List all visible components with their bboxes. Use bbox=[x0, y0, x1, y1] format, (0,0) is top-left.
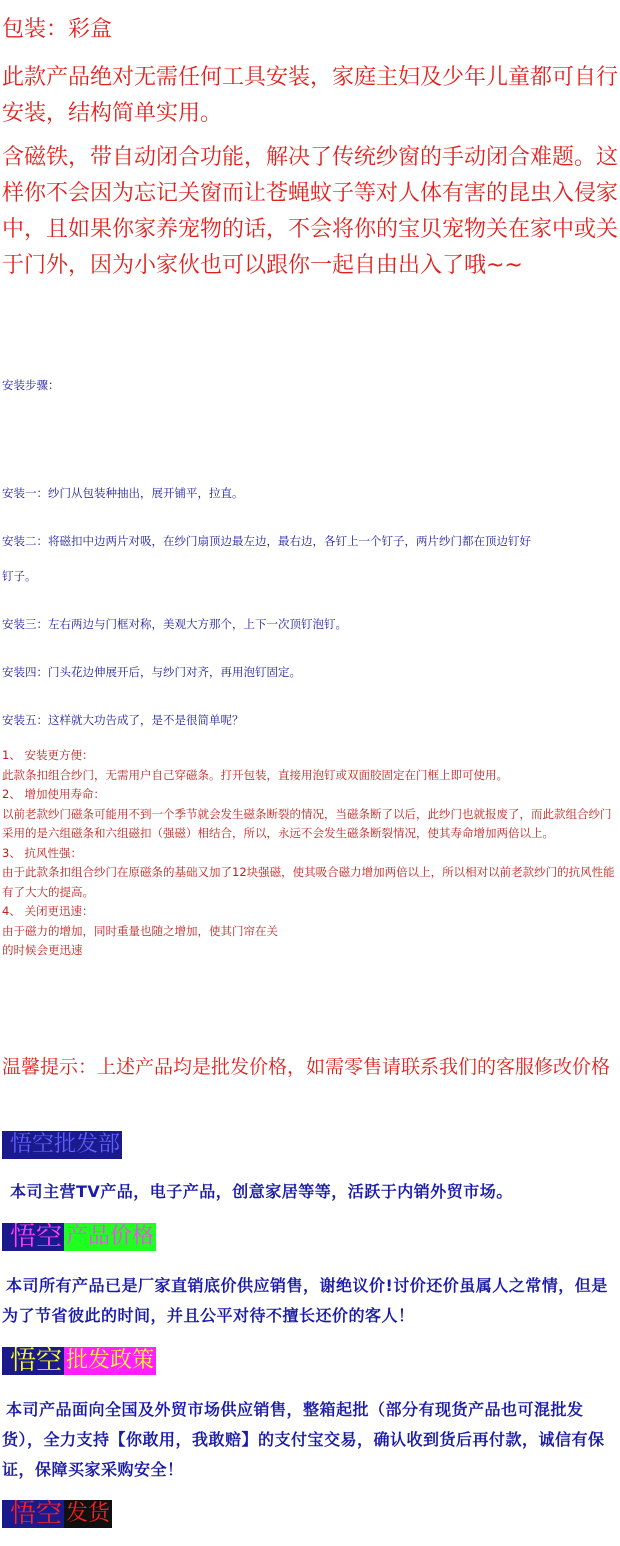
header-brand: 悟空 bbox=[10, 1499, 63, 1529]
section-desc-price: 本司所有产品已是厂家直销底价供应销售，谢绝议价!讨价还价虽属人之常情，但是为了节省彼此的时间，并且公平对待不擅长还价的客人！ bbox=[2, 1276, 608, 1325]
section-header-policy bbox=[2, 1347, 156, 1375]
step-1: 安装一：纱门从包装种抽出，展开铺平，拉直。 bbox=[2, 486, 244, 500]
header-brand: 悟空 bbox=[10, 1222, 63, 1252]
header-brand: 悟空批发部 bbox=[10, 1132, 121, 1157]
header-title: 产品价格 bbox=[66, 1224, 155, 1249]
feature-1-title: 1、 安装更方便： bbox=[2, 748, 94, 762]
feature-1-text: 此款条扣组合纱门，无需用户自己穿磁条。打开包装，直接用泡钉或双面胶固定在门框上即可使用。 bbox=[2, 767, 508, 782]
header-brand: 悟空 bbox=[10, 1346, 63, 1376]
packaging-line: 包装：彩盒 bbox=[2, 17, 113, 42]
section-desc-wholesale: 本司主营TV产品，电子产品，创意家居等等，活跃于内销外贸市场。 bbox=[10, 1182, 513, 1201]
feature-3-title: 3、 抗风性强： bbox=[2, 845, 82, 860]
step-4: 安装四：门头花边伸展开后，与纱门对齐，再用泡钉固定。 bbox=[2, 665, 301, 679]
magnet-note: 含磁铁，带自动闭合功能，解决了传统纱窗的手动闭合难题。这样你不会因为忘记关窗而让苍蝇蚊子等对人体有害的昆虫入侵家中，且如果你家养宠物的话，不会将你的宝贝宠物关在家中或关于门外，因为小家伙也可以跟你一起自由出入了哦~~ bbox=[2, 145, 619, 278]
step-2-line-1: 安装二：将磁扣中边两片对吸，在纱门扇顶边最左边，最右边，各钉上一个钉子，两片纱门都在顶边钉好 bbox=[2, 534, 531, 548]
header-title: 批发政策 bbox=[66, 1348, 155, 1373]
steps-title: 安装步骤： bbox=[2, 378, 60, 392]
feature-4-title: 4、 关闭更迅速： bbox=[2, 904, 94, 918]
feature-4-text-cont: 的时候会更迅速 bbox=[2, 943, 83, 957]
feature-2-text: 以前老款纱门磁条可能用不到一个季节就会发生磁条断裂的情况，当磁条断了以后，此纱门也就报废了，而此款组合纱门采用的是六组磁条和六组磁扣（强磁）相结合，所以，永远不会发生磁条断裂情况，使其寿命增加两倍以上。 bbox=[2, 806, 612, 840]
section-header-wholesale bbox=[2, 1131, 122, 1159]
feature-3-text: 由于此款条扣组合纱门在原磁条的基础又加了12块强磁，使其吸合磁力增加两倍以上，所以相对以前老款纱门的抗风性能有了大大的提高。 bbox=[2, 865, 615, 899]
feature-list bbox=[2, 746, 618, 961]
install-note: 此款产品绝对无需任何工具安装，家庭主妇及少年儿童都可自行安装，结构简单实用。 bbox=[2, 65, 619, 126]
step-5: 安装五：这样就大功告成了，是不是很简单呢？ bbox=[2, 713, 244, 727]
section-header-shipping bbox=[2, 1500, 112, 1528]
section-header-price bbox=[2, 1223, 156, 1251]
price-tip: 温馨提示：上述产品均是批发价格，如需零售请联系我们的客服修改价格 bbox=[2, 1056, 611, 1078]
step-2-line-2: 钉子。 bbox=[2, 569, 37, 583]
step-3: 安装三：左右两边与门框对称，美观大方那个，上下一次顶钉泡钉。 bbox=[2, 617, 347, 631]
feature-2-title: 2、 增加使用寿命： bbox=[2, 787, 105, 801]
header-title: 发货 bbox=[66, 1501, 111, 1526]
feature-4-text: 由于磁力的增加，同时重量也随之增加，使其门帘在关 bbox=[2, 923, 278, 938]
section-desc-policy: 本司产品面向全国及外贸市场供应销售，整箱起批（部分有现货产品也可混批发货），全力支持【你敢用，我敢赔】的支付宝交易，确认收到货后再付款，诚信有保证，保障买家采购安全！ bbox=[2, 1400, 605, 1479]
